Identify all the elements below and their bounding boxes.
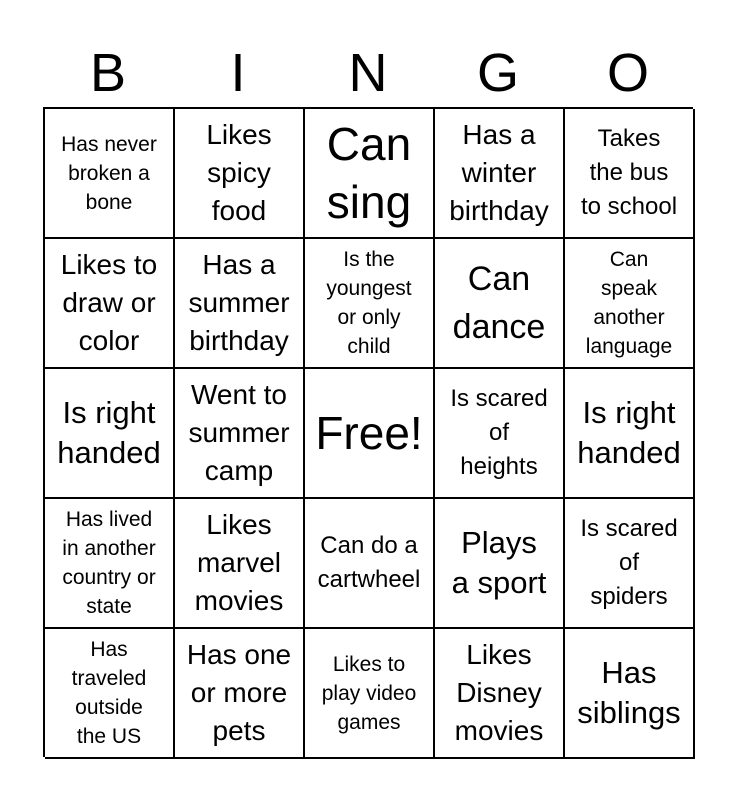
bingo-cell-r1-c1[interactable] bbox=[45, 109, 175, 239]
cell-text: Has a summer birthday bbox=[188, 249, 290, 356]
cell-text: Is scared of heights bbox=[450, 385, 548, 480]
bingo-cell-r5-c5[interactable] bbox=[565, 629, 695, 759]
cell-text: Takes the bus to school bbox=[580, 125, 678, 220]
cell-text: Has never broken a bone bbox=[61, 132, 157, 214]
bingo-cell-r2-c1[interactable] bbox=[45, 239, 175, 369]
header-letter-i: I bbox=[230, 43, 246, 103]
bingo-cell-r5-c3[interactable] bbox=[305, 629, 435, 759]
bingo-cell-r5-c1[interactable] bbox=[45, 629, 175, 759]
bingo-grid bbox=[43, 107, 693, 757]
cell-text: Can do a cartwheel bbox=[317, 532, 421, 593]
bingo-cell-r3-c4[interactable] bbox=[435, 369, 565, 499]
cell-text: Has lived in another country or state bbox=[62, 508, 156, 618]
bingo-cell-r4-c3[interactable] bbox=[305, 499, 435, 629]
cell-text: Likes to draw or color bbox=[60, 249, 158, 356]
header-letter-o: O bbox=[606, 43, 649, 103]
bingo-cell-r4-c2[interactable] bbox=[175, 499, 305, 629]
bingo-cell-r4-c5[interactable] bbox=[565, 499, 695, 629]
cell-text: Is right handed bbox=[57, 395, 161, 470]
cell-text: Has siblings bbox=[577, 655, 681, 730]
cell-text: Has a winter birthday bbox=[449, 119, 549, 226]
header-letter-n: N bbox=[348, 43, 388, 103]
bingo-cell-r5-c4[interactable] bbox=[435, 629, 565, 759]
cell-text: Is the youngest or only child bbox=[326, 248, 412, 358]
bingo-cell-r1-c2[interactable] bbox=[175, 109, 305, 239]
bingo-cell-r1-c3[interactable] bbox=[305, 109, 435, 239]
cell-text: Likes to play video games bbox=[321, 652, 417, 734]
bingo-cell-r3-c5[interactable] bbox=[565, 369, 695, 499]
cell-text: Has traveled outside the US bbox=[71, 638, 147, 748]
free-space[interactable] bbox=[305, 369, 435, 499]
header-letter-b: B bbox=[89, 43, 127, 103]
bingo-cell-r2-c4[interactable] bbox=[435, 239, 565, 369]
bingo-cell-r3-c2[interactable] bbox=[175, 369, 305, 499]
cell-text: Is scared of spiders bbox=[580, 515, 678, 610]
bingo-cell-r4-c4[interactable] bbox=[435, 499, 565, 629]
cell-text: Free! bbox=[315, 407, 423, 459]
cell-text: Likes marvel movies bbox=[194, 509, 284, 616]
bingo-cell-r3-c1[interactable] bbox=[45, 369, 175, 499]
bingo-cell-r1-c5[interactable] bbox=[565, 109, 695, 239]
cell-text: Likes Disney movies bbox=[454, 639, 544, 746]
bingo-cell-r5-c2[interactable] bbox=[175, 629, 305, 759]
bingo-cell-r1-c4[interactable] bbox=[435, 109, 565, 239]
bingo-header bbox=[43, 40, 693, 106]
cell-text: Likes spicy food bbox=[206, 119, 272, 226]
cell-text: Can speak another language bbox=[585, 248, 673, 358]
bingo-cell-r2-c2[interactable] bbox=[175, 239, 305, 369]
cell-text: Can dance bbox=[452, 260, 546, 346]
bingo-cell-r4-c1[interactable] bbox=[45, 499, 175, 629]
bingo-cell-r2-c3[interactable] bbox=[305, 239, 435, 369]
cell-text: Has one or more pets bbox=[186, 639, 292, 746]
cell-text: Is right handed bbox=[577, 395, 681, 470]
header-letter-g: G bbox=[476, 43, 519, 103]
cell-text: Went to summer camp bbox=[188, 379, 290, 486]
cell-text: Plays a sport bbox=[451, 525, 547, 600]
cell-text: Can sing bbox=[326, 118, 412, 228]
bingo-cell-r2-c5[interactable] bbox=[565, 239, 695, 369]
